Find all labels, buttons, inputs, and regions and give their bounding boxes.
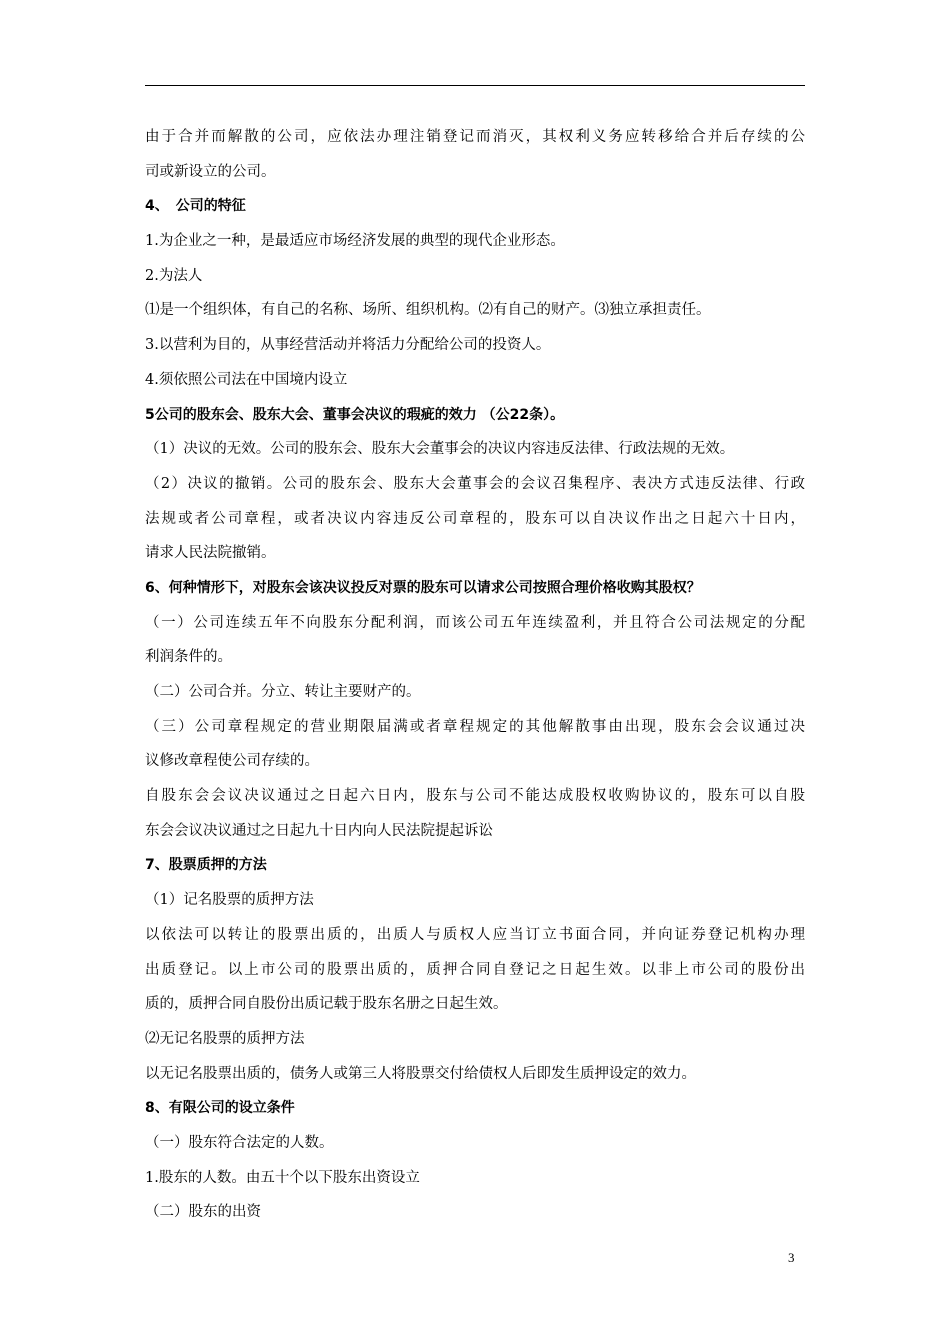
section-heading: 7、股票质押的方法	[145, 857, 267, 874]
paragraph-line: ⑵无记名股票的质押方法	[145, 1030, 305, 1047]
section-heading: 4、 公司的特征	[145, 198, 246, 215]
paragraph-line: 利润条件的。	[145, 649, 232, 666]
paragraph-line: 1.为企业之一种，是最适应市场经济发展的典型的现代企业形态。	[145, 233, 565, 250]
page-number: 3	[788, 1250, 795, 1265]
paragraph-line: 出质登记。以上市公司的股票出质的，质押合同自登记之日起生效。以非上市公司的股份出	[145, 961, 805, 978]
paragraph-line: 质的，质押合同自股份出质记载于股东名册之日起生效。	[145, 996, 508, 1013]
paragraph-line: 自股东会会议决议通过之日起六日内，股东与公司不能达成股权收购协议的，股东可以自股	[145, 788, 805, 805]
paragraph-line: 由于合并而解散的公司，应依法办理注销登记而消灭，其权利义务应转移给合并后存续的公	[145, 129, 805, 145]
paragraph-line: （三）公司章程规定的营业期限届满或者章程规定的其他解散事由出现，股东会会议通过决	[145, 718, 805, 735]
paragraph-line: （2）决议的撤销。公司的股东会、股东大会董事会的会议召集程序、表决方式违反法律、行政	[145, 475, 805, 492]
paragraph-line: （1）记名股票的质押方法	[145, 892, 314, 909]
paragraph-line: 以依法可以转让的股票出质的，出质人与质权人应当订立书面合同，并向证券登记机构办理	[145, 926, 805, 943]
section-heading: 8、有限公司的设立条件	[145, 1100, 295, 1117]
paragraph-line: 4.须依照公司法在中国境内设立	[145, 371, 348, 388]
paragraph-line: （一）公司连续五年不向股东分配利润，而该公司五年连续盈利，并且符合公司法规定的分配	[145, 614, 805, 631]
paragraph-line: 法规或者公司章程，或者决议内容违反公司章程的，股东可以自决议作出之日起六十日内，	[145, 510, 805, 527]
section-heading: 6、何种情形下，对股东会该决议投反对票的股东可以请求公司按照合理价格收购其股权？	[145, 579, 701, 596]
paragraph-line: （1）决议的无效。公司的股东会、股东大会董事会的决议内容违反法律、行政法规的无效。	[145, 441, 735, 458]
document-body	[145, 120, 815, 1230]
paragraph-line: 司或新设立的公司。	[145, 163, 276, 180]
paragraph-line: ⑴是一个组织体，有自己的名称、场所、组织机构。⑵有自己的财产。⑶独立承担责任。	[145, 302, 711, 319]
paragraph-line: 东会会议决议通过之日起九十日内向人民法院提起诉讼	[145, 822, 493, 839]
paragraph-line: （二）公司合并。分立、转让主要财产的。	[145, 684, 421, 700]
paragraph-line: 请求人民法院撤销。	[145, 545, 276, 562]
paragraph-line: 2.为法人	[145, 267, 203, 284]
paragraph-line: 议修改章程使公司存续的。	[145, 753, 319, 770]
paragraph-line: 以无记名股票出质的，债务人或第三人将股票交付给债权人后即发生质押设定的效力。	[145, 1065, 696, 1082]
header-rule	[145, 85, 805, 86]
paragraph-line: 1.股东的人数。由五十个以下股东出资设立	[145, 1169, 420, 1186]
paragraph-line: （一）股东符合法定的人数。	[145, 1134, 334, 1151]
paragraph-line: （二）股东的出资	[145, 1204, 261, 1221]
paragraph-line: 3.以营利为目的，从事经营活动并将活力分配给公司的投资人。	[145, 337, 551, 354]
section-heading: 5公司的股东会、股东大会、董事会决议的瑕疵的效力 （公22条）。	[145, 406, 565, 423]
